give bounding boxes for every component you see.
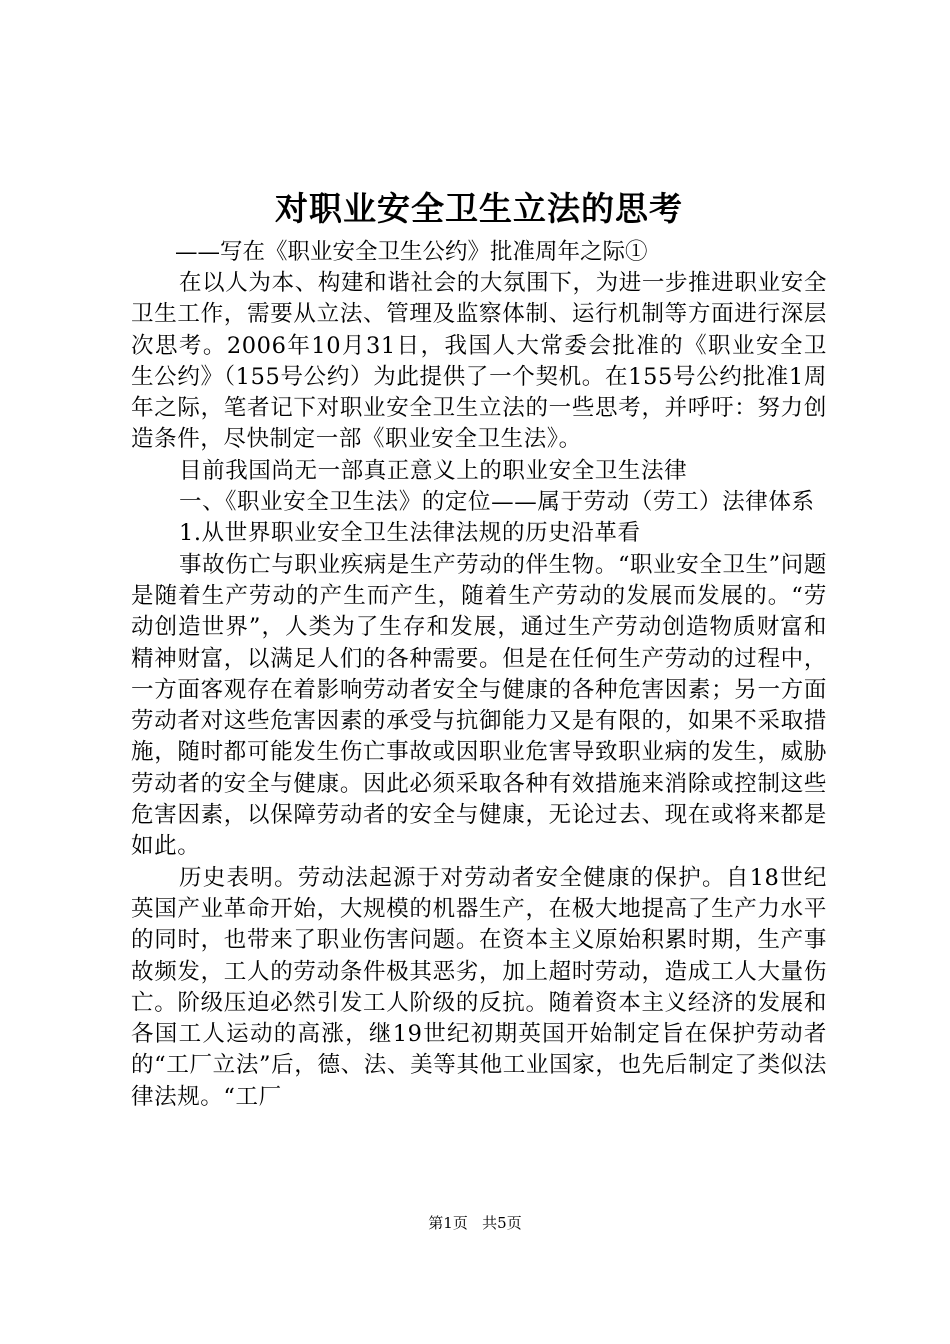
paragraph-accidents: 事故伤亡与职业疾病是生产劳动的伴生物。“职业安全卫生”问题是随着生产劳动的产生而产生，随着生产劳动的发展而发展的。“劳动创造世界”，人类为了生存和发展，通过生产劳动创造物质财富和精神财富，以满足人们的各种需要。但是在任何生产劳动的过程中，一方面客观存在着影响劳动者安全与健康的各种危害因素；另一方面劳动者对这些危害因素的承受与抗御能力又是有限的，如果不采取措施，随时都可能发生伤亡事故或因职业危害导致职业病的发生，威胁劳动者的安全与健康。因此必须采取各种有效措施来消除或控制这些危害因素，以保障劳动者的安全与健康，无论过去、现在或将来都是如此。 [131, 551, 827, 860]
document-body [131, 185, 827, 1113]
subsection-heading-history: 1.从世界职业安全卫生法律法规的历史沿革看 [179, 520, 641, 547]
page-footer [0, 1213, 950, 1233]
page-number: 第1页 [428, 1214, 468, 1232]
section-heading-positioning: 一、《职业安全卫生法》的定位——属于劳动（劳工）法律体系 [179, 489, 815, 516]
paragraph-history: 历史表明。劳动法起源于对劳动者安全健康的保护。自18世纪英国产业革命开始，大规模的机器生产，在极大地提高了生产力水平的同时，也带来了职业伤害问题。在资本主义原始积累时期，生产事故频发，工人的劳动条件极其恶劣，加上超时劳动，造成工人大量伤亡。阶级压迫必然引发工人阶级的反抗。随着资本主义经济的发展和各国工人运动的高涨，继19世纪初期英国开始制定旨在保护劳动者的“工厂立法”后，德、法、美等其他工业国家，也先后制定了类似法律法规。“工厂 [131, 864, 827, 1110]
document-title: 对职业安全卫生立法的思考 [275, 189, 683, 228]
paragraph-intro: 在以人为本、构建和谐社会的大氛围下，为进一步推进职业安全卫生工作，需要从立法、管理及监察体制、运行机制等方面进行深层次思考。2006年10月31日，我国人大常委会批准的《职业安全卫生公约》（155号公约）为此提供了一个契机。在155号公约批准1周年之际，笔者记下对职业安全卫生立法的一些思考，并呼吁：努力创造条件，尽快制定一部《职业安全卫生法》。 [131, 270, 827, 453]
document-subtitle: ——写在《职业安全卫生公约》批准周年之际① [175, 239, 648, 265]
page-total: 共5页 [482, 1214, 522, 1232]
page-separator [473, 1213, 478, 1233]
section-heading-status: 目前我国尚无一部真正意义上的职业安全卫生法律 [179, 457, 688, 484]
